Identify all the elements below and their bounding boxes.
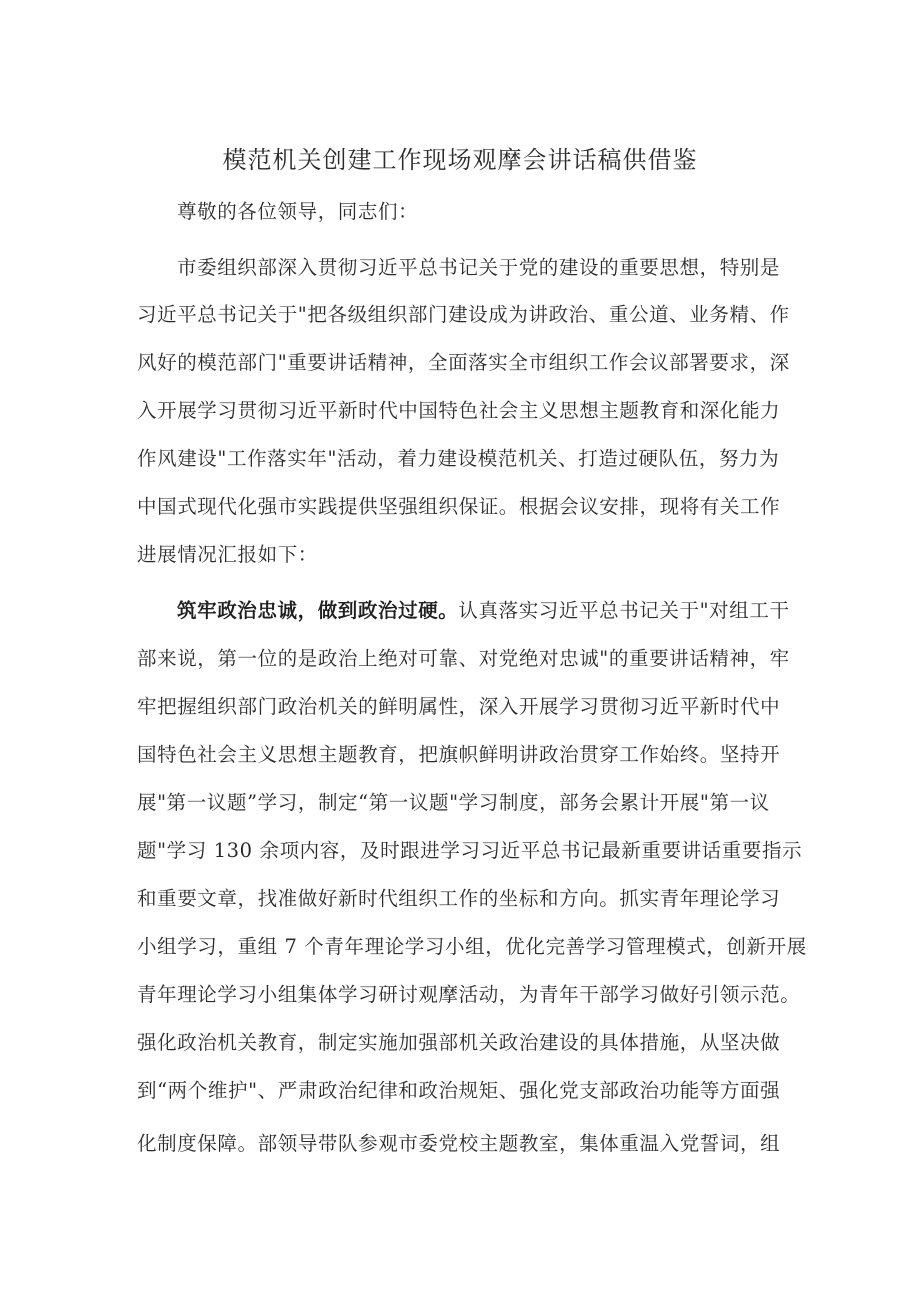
- document-title: 模范机关创建工作现场观摩会讲话稿供借鉴: [222, 146, 698, 174]
- paragraph2-line: 强化政治机关教育，制定实施加强部机关政治建设的具体措施，从坚决做: [137, 1031, 781, 1054]
- paragraph2-first-rest: 认真落实习近平总书记关于"对组工干: [458, 599, 790, 622]
- paragraph2-line: 部来说，第一位的是政治上绝对可靠、对党绝对忠诚"的重要讲话精神，牢: [137, 647, 790, 670]
- paragraph1-line: 市委组织部深入贯彻习近平总书记关于党的建设的重要思想，特别是: [177, 256, 781, 279]
- paragraph2-line: 国特色社会主义思想主题教育，把旗帜鲜明讲政治贯穿工作始终。坚持开: [137, 743, 781, 766]
- paragraph2-lead: 筑牢政治忠诚，做到政治过硬。: [177, 599, 459, 622]
- paragraph2-line: 和重要文章，找准做好新时代组织工作的坐标和方向。抓实青年理论学习: [137, 887, 781, 910]
- paragraph2-first-line: [177, 595, 790, 623]
- paragraph1-line: 习近平总书记关于"把各级组织部门建设成为讲政治、重公道、业务精、作: [137, 303, 790, 326]
- paragraph2-line: 到“两个维护"、严肃政治纪律和政治规矩、强化党支部政治功能等方面强: [137, 1079, 781, 1102]
- paragraph2-line: 展"第一议题”学习，制定“第一议题"学习制度，部务会累计开展"第一议: [137, 791, 770, 814]
- paragraph1-line: 进展情况汇报如下：: [137, 543, 318, 566]
- paragraph2-line: 牢把握组织部门政治机关的鲜明属性，深入开展学习贯彻习近平新时代中: [137, 695, 781, 718]
- paragraph1-line: 中国式现代化强市实践提供坚强组织保证。根据会议安排，现将有关工作: [137, 495, 781, 518]
- paragraph1-line: 作风建设"工作落实年"活动，着力建设模范机关、打造过硬队伍，努力为: [137, 447, 780, 470]
- greeting: 尊敬的各位领导，同志们：: [177, 200, 419, 223]
- paragraph1-line: 风好的模范部门"重要讲话精神，全面落实全市组织工作会议部署要求，深: [137, 351, 790, 374]
- paragraph1-line: 入开展学习贯彻习近平新时代中国特色社会主义思想主题教育和深化能力: [137, 399, 781, 422]
- paragraph2-line: 小组学习，重组 7 个青年理论学习小组，优化完善学习管理模式，创新开展: [137, 935, 807, 958]
- paragraph2-line: 青年理论学习小组集体学习研讨观摩活动，为青年干部学习做好引领示范。: [137, 983, 801, 1006]
- paragraph2-line: 化制度保障。部领导带队参观市委党校主题教室，集体重温入党誓词，组: [137, 1132, 781, 1155]
- paragraph2-line: 题"学习 130 余项内容，及时跟进学习习近平总书记最新重要讲话重要指示: [137, 839, 803, 862]
